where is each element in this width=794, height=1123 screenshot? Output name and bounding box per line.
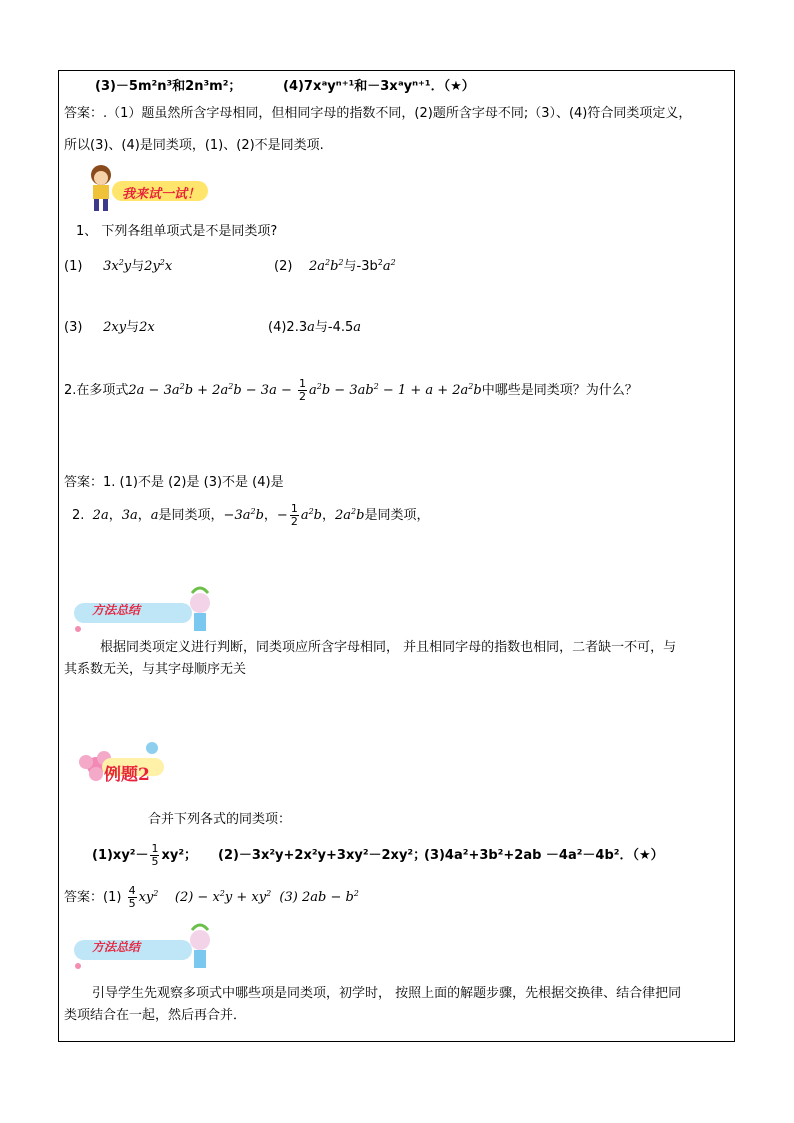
example-problem-2: (2)－3x²y+2x²y+3xy²－2xy²； bbox=[218, 848, 427, 863]
answer-3-label: 答案：(1) bbox=[64, 890, 122, 905]
try-banner-title: 我来试一试！ bbox=[122, 187, 201, 202]
method-2-line1: 引导学生先观察多项式中哪些项是同类项，初学时， 按照上面的解题步骤，先根据交换律、结合律把同 bbox=[92, 986, 682, 1001]
exercise-2-prefix: 2.在多项式 bbox=[64, 383, 129, 398]
example-banner-title: 例题2 bbox=[104, 765, 150, 785]
and-text: 与 bbox=[343, 259, 357, 274]
method-1-line1: 根据同类项定义进行判断，同类项应所含字母相同， 并且相同字母的指数也相同，二者缺一不可，与 bbox=[100, 640, 677, 655]
answer-2-text-b: 是同类项， bbox=[364, 508, 430, 523]
exercise-1-4: (4)2.3a与-4.5a bbox=[268, 320, 362, 335]
method-2-line2: 类项结合在一起，然后再合并． bbox=[64, 1008, 247, 1023]
fraction-one-half: $\frac{1}{2}$ bbox=[298, 377, 306, 403]
and-text: 与 bbox=[126, 320, 140, 335]
answer-3: 答案：(1) $\frac{4}{5}$ $xy^2$ $(2) - x^2y + xy^2$ (3) $2ab - b^2$ bbox=[64, 884, 359, 910]
answer-2-text-a: 是同类项， bbox=[158, 508, 224, 523]
exercise-2-suffix: 中哪些是同类项？为什么？ bbox=[481, 383, 638, 398]
and-text: 与 bbox=[314, 320, 328, 335]
item-number: (4) bbox=[268, 320, 287, 335]
answer-2-line2: 2. 2a，3a，a是同类项，$-3a^2b$，− $\frac{1}{2}$ $a^2b$，$2a^2b$是同类项， bbox=[72, 502, 430, 528]
method-banner-1-title: 方法总结 bbox=[92, 603, 141, 617]
item-number: (3) bbox=[64, 320, 83, 335]
exercise-1-2: (2) $2a^2b^2$与$-3b^2a^2$ bbox=[274, 258, 396, 274]
exercise-1-3: (3) 2xy与2x bbox=[64, 320, 155, 335]
answer-1-line1: 答案：.（1）题虽然所含字母相同，但相同字母的指数不同，(2)题所含字母不同;（3）、(4)符合同类项定义， bbox=[64, 106, 692, 121]
answer-1-line2: 所以(3)、(4)是同类项，(1)、(2)不是同类项. bbox=[64, 138, 324, 153]
problem-4: (4)7xᵃyⁿ⁺¹和－3xᵃyⁿ⁺¹．（★） bbox=[283, 79, 475, 94]
answer-2-number: 2. bbox=[72, 508, 85, 523]
exercise-1-1: (1) $3x^2y$与$2y^2x$ bbox=[64, 258, 173, 274]
example-1-suffix: xy²； bbox=[161, 848, 198, 863]
neg-3b-text: -3b bbox=[356, 259, 378, 274]
exercise-1-prompt: 1、 下列各组单项式是不是同类项? bbox=[76, 224, 278, 239]
example-problem-3: (3)4a²+3b²+2ab －4a²－4b²．（★） bbox=[424, 848, 664, 863]
exercise-2: 2.在多项式$2a - 3a^2b + 2a^2b - 3a$ − $\frac{1}{2}$ $a^2b - 3ab^2 - 1 + a + 2a^2b$中哪些是同类项？为什么？ bbox=[64, 377, 638, 403]
example-1-prefix: (1)xy²－ bbox=[92, 848, 149, 863]
method-banner-2-title: 方法总结 bbox=[92, 940, 141, 954]
fairy-decoration-icon bbox=[66, 922, 216, 974]
fairy-decoration-icon bbox=[66, 585, 216, 637]
example-problem-1: (1)xy²－ $\frac{1}{5}$ xy²； bbox=[92, 842, 198, 868]
example-prompt: 合并下列各式的同类项： bbox=[148, 812, 292, 827]
item-number: (2) bbox=[274, 259, 293, 274]
answer-2-line1: 答案：1. (1)不是 (2)是 (3)不是 (4)是 bbox=[64, 475, 284, 490]
item-number: (1) bbox=[64, 259, 83, 274]
problem-3: (3)－5m²n³和2n³m²； bbox=[95, 79, 242, 94]
and-text: 与 bbox=[131, 259, 145, 274]
method-1-line2: 其系数无关，与其字母顺序无关 bbox=[64, 662, 247, 677]
